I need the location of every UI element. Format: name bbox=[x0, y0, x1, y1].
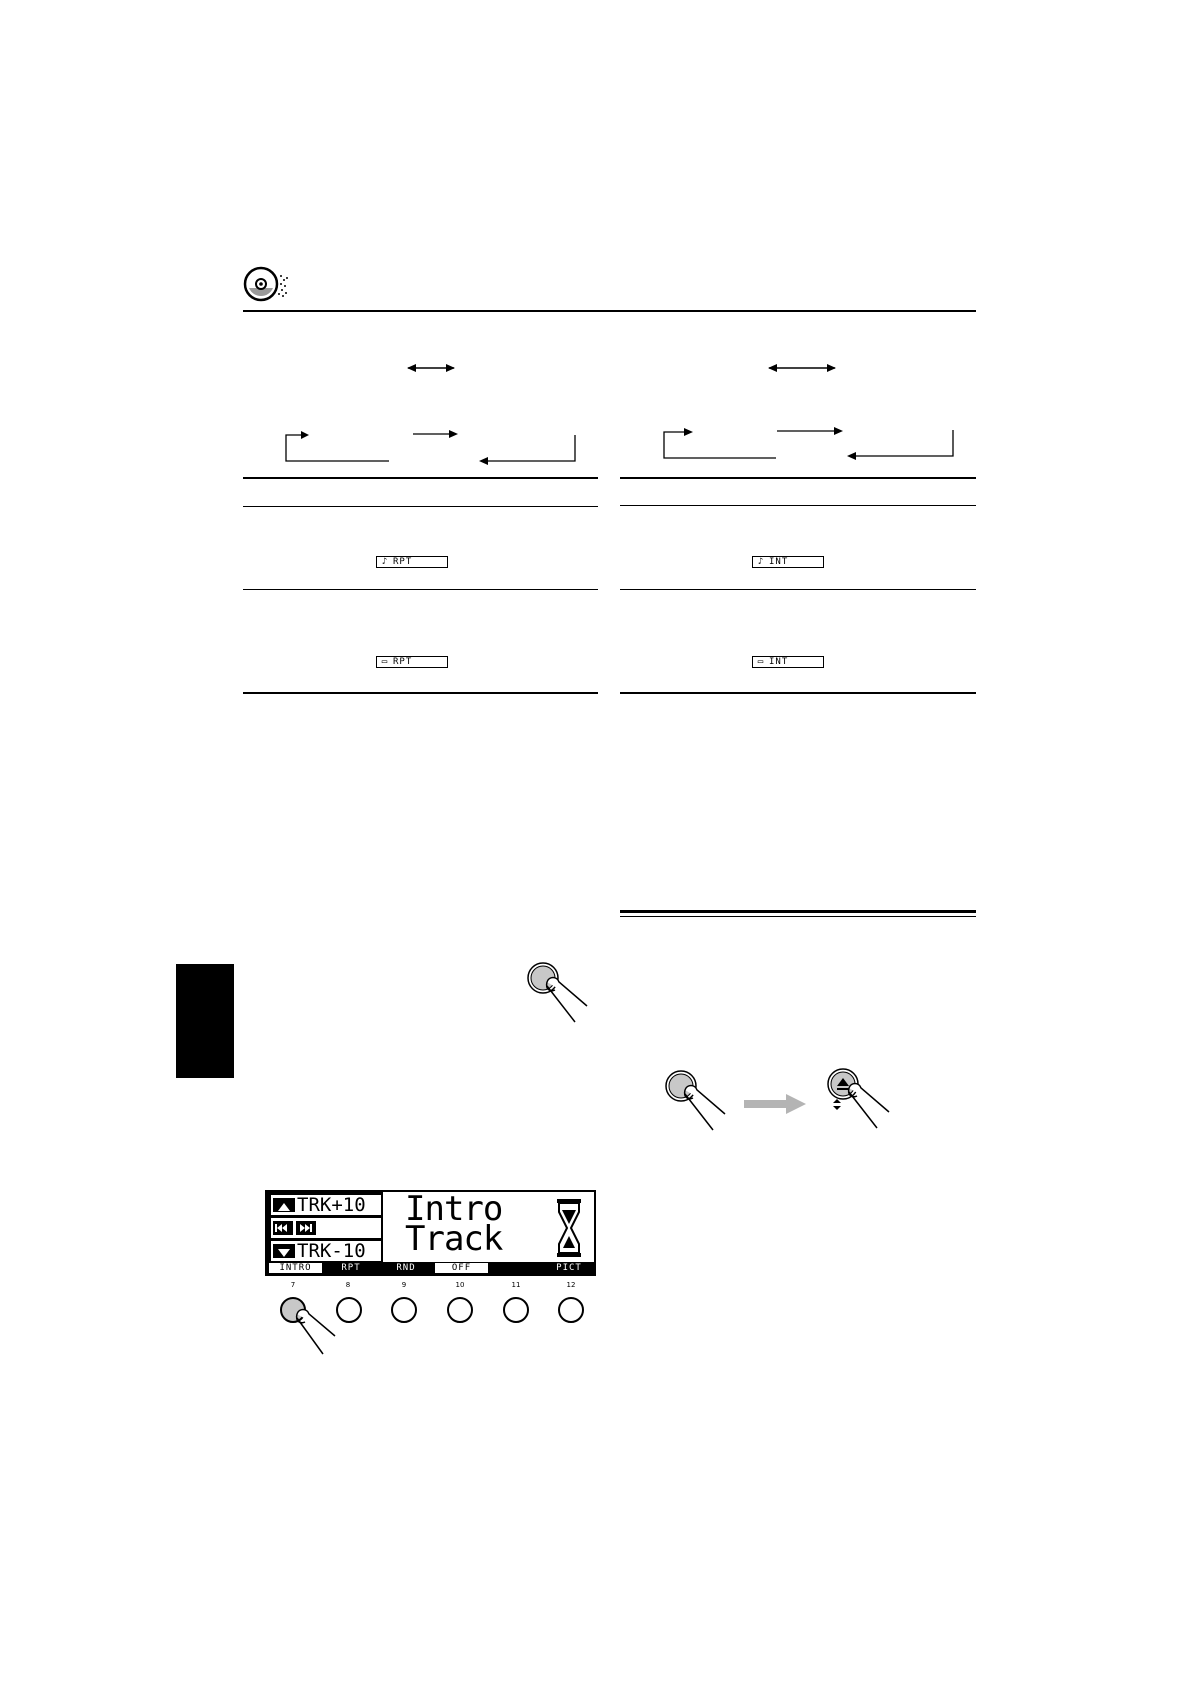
right-bidirectional-arrow bbox=[766, 360, 838, 374]
next-step-arrow-icon bbox=[744, 1093, 806, 1115]
track-down-label: TRK-10 bbox=[297, 1240, 366, 1262]
display-line-2: Track bbox=[405, 1219, 503, 1259]
button-11[interactable] bbox=[503, 1297, 529, 1323]
cd-disc-icon bbox=[243, 266, 305, 302]
indicator-label: INT bbox=[769, 557, 789, 567]
button-number-11: 11 bbox=[511, 1281, 521, 1289]
left-table-bottom-rule bbox=[243, 692, 598, 694]
button-number-10: 10 bbox=[455, 1281, 465, 1289]
right-cycle-diagram bbox=[661, 422, 959, 464]
display-main-text bbox=[405, 1189, 503, 1259]
softkey-intro: INTRO bbox=[269, 1263, 322, 1273]
left-table-top-rule bbox=[243, 477, 598, 479]
button-number-9: 9 bbox=[401, 1281, 407, 1289]
left-table-rule bbox=[243, 506, 598, 507]
folder-icon: ▭ bbox=[381, 657, 389, 667]
button-12[interactable] bbox=[558, 1297, 584, 1323]
down-arrow-icon bbox=[273, 1244, 295, 1258]
language-side-tab bbox=[176, 964, 234, 1078]
button-9[interactable] bbox=[391, 1297, 417, 1323]
softkey-blank bbox=[491, 1263, 543, 1273]
section-double-rule bbox=[620, 910, 976, 913]
indicator-label: INT bbox=[769, 657, 789, 667]
button-number-8: 8 bbox=[345, 1281, 351, 1289]
softkey-bar bbox=[267, 1262, 594, 1274]
folder-repeat-indicator bbox=[376, 656, 448, 668]
track-up-label: TRK+10 bbox=[297, 1194, 366, 1216]
up-arrow-icon bbox=[273, 1198, 295, 1212]
softkey-rpt: RPT bbox=[341, 1263, 361, 1273]
button-number-7: 7 bbox=[290, 1281, 296, 1289]
right-table-top-rule bbox=[620, 477, 976, 479]
right-table-rule bbox=[620, 505, 976, 506]
button-number-12: 12 bbox=[566, 1281, 576, 1289]
track-repeat-indicator bbox=[376, 556, 448, 568]
section-double-rule bbox=[620, 916, 976, 917]
lcd-display bbox=[265, 1190, 596, 1276]
display-track-skip-panel bbox=[267, 1192, 383, 1264]
track-down-cell bbox=[271, 1241, 381, 1261]
note-icon: ♪ bbox=[381, 557, 389, 567]
skip-buttons-cell bbox=[271, 1218, 381, 1238]
left-table-rule bbox=[243, 589, 598, 590]
track-up-cell bbox=[271, 1195, 381, 1215]
left-bidirectional-arrow bbox=[405, 360, 457, 374]
button-10[interactable] bbox=[447, 1297, 473, 1323]
finger-press-button-icon bbox=[525, 960, 595, 1028]
softkey-off: OFF bbox=[435, 1263, 488, 1273]
finger-press-button-icon bbox=[663, 1068, 733, 1136]
note-icon: ♪ bbox=[757, 557, 765, 567]
indicator-label: RPT bbox=[393, 557, 413, 567]
skip-prev-next-icon bbox=[271, 1218, 321, 1238]
left-cycle-diagram bbox=[283, 425, 581, 467]
track-intro-indicator bbox=[752, 556, 824, 568]
finger-press-eject-icon bbox=[825, 1066, 897, 1138]
hourglass-icon bbox=[556, 1198, 582, 1258]
indicator-label: RPT bbox=[393, 657, 413, 667]
display-line-1: Intro bbox=[405, 1189, 503, 1229]
softkey-rnd: RND bbox=[396, 1263, 416, 1273]
right-table-bottom-rule bbox=[620, 692, 976, 694]
header-rule bbox=[243, 310, 976, 312]
button-8[interactable] bbox=[336, 1297, 362, 1323]
right-table-rule bbox=[620, 589, 976, 590]
softkey-pict: PICT bbox=[556, 1263, 582, 1273]
folder-intro-indicator bbox=[752, 656, 824, 668]
folder-icon: ▭ bbox=[757, 657, 765, 667]
